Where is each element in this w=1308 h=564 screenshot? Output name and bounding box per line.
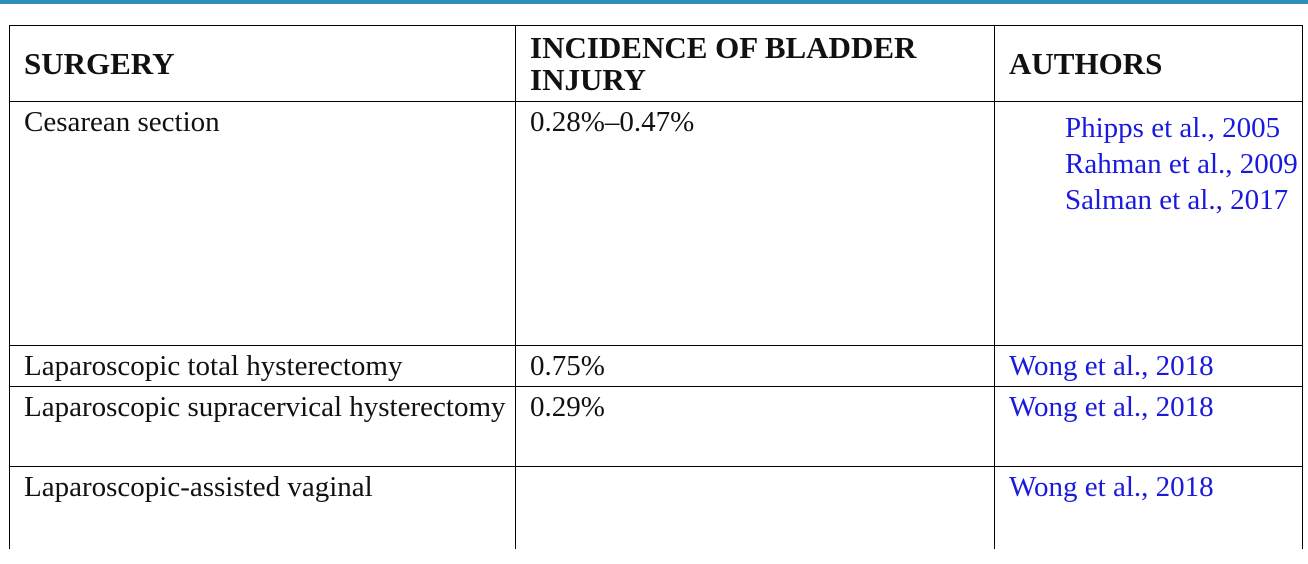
citation-link[interactable]: Wong et al., 2018	[1009, 391, 1214, 423]
cell-incidence: 0.28%–0.47%	[516, 102, 995, 346]
cell-surgery: Laparoscopic supracervical hysterectomy	[10, 387, 516, 467]
citation-link[interactable]: Salman et al., 2017	[1065, 184, 1289, 216]
cell-surgery: Laparoscopic-assisted vaginal	[10, 467, 516, 550]
cell-authors	[995, 346, 1303, 387]
table-row	[10, 346, 1303, 387]
cell-incidence	[516, 467, 995, 550]
header-incidence: INCIDENCE OF BLADDER INJURY	[516, 26, 995, 102]
bladder-injury-table	[9, 25, 1303, 549]
table-row	[10, 102, 1303, 346]
table-row	[10, 467, 1303, 550]
cell-authors	[995, 102, 1303, 346]
table-row	[10, 387, 1303, 467]
citation-link[interactable]: Rahman et al., 2009	[1065, 148, 1298, 180]
cell-surgery: Laparoscopic total hysterectomy	[10, 346, 516, 387]
cell-authors	[995, 387, 1303, 467]
cell-authors	[995, 467, 1303, 550]
cell-incidence: 0.29%	[516, 387, 995, 467]
citation-link[interactable]: Phipps et al., 2005	[1065, 112, 1281, 144]
cell-incidence: 0.75%	[516, 346, 995, 387]
citation-link[interactable]: Wong et al., 2018	[1009, 471, 1214, 503]
citation-link[interactable]: Wong et al., 2018	[1009, 350, 1214, 382]
header-surgery: SURGERY	[10, 26, 516, 102]
top-accent-bar	[0, 0, 1308, 4]
cell-surgery: Cesarean section	[10, 102, 516, 346]
table-header-row	[10, 26, 1303, 102]
header-authors: AUTHORS	[995, 26, 1303, 102]
